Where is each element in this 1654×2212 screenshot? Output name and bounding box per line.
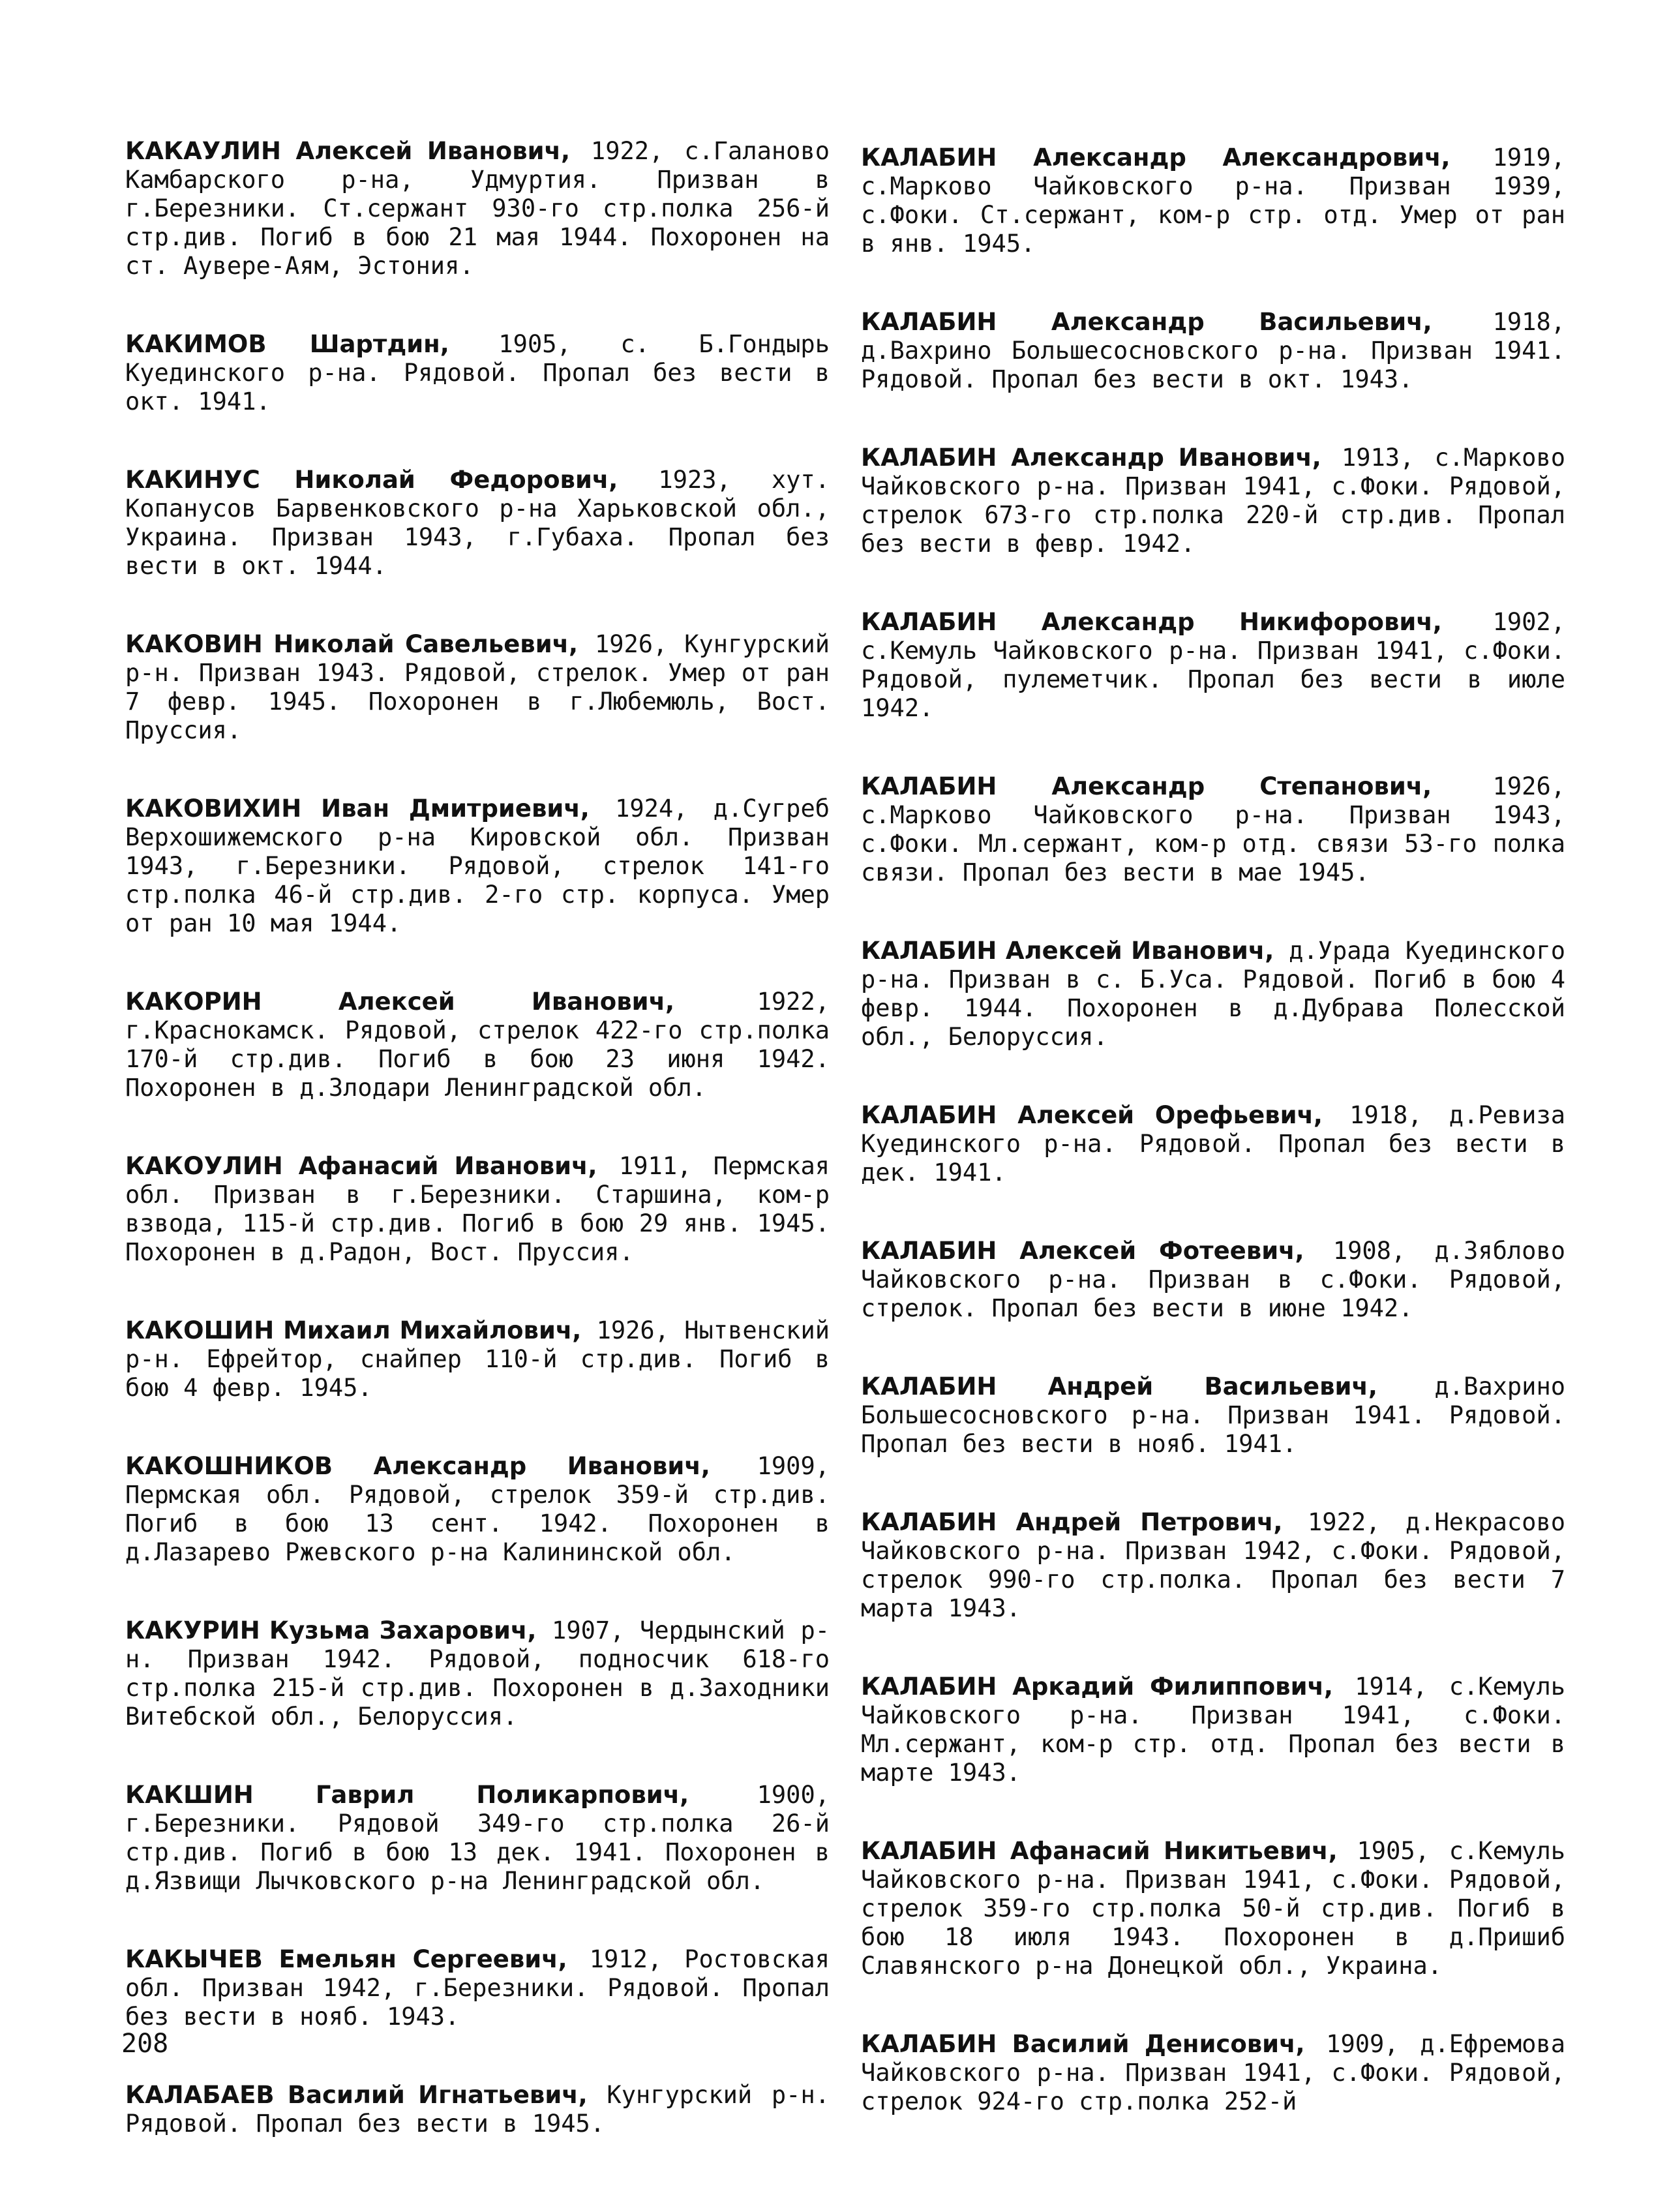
entry xyxy=(861,1508,1565,1623)
entry-name: КАЛАБАЕВ Василий Игнатьевич, xyxy=(125,2081,588,2109)
entry xyxy=(125,1945,830,2031)
entry xyxy=(861,772,1565,887)
entry-name: КАКУРИН Кузьма Захарович, xyxy=(125,1616,537,1644)
entry-text: д.Вахрино Большесосновского р-на. Призван 1941. Рядовой. Пропал без вести в нояб. 1941. xyxy=(861,1372,1565,1458)
entry-name: КАЛАБИН Александр Иванович, xyxy=(861,444,1321,472)
entry-name: КАКЫЧЕВ Емельян Сергеевич, xyxy=(125,1945,567,1973)
entry-name: КАКОШНИКОВ Александр Иванович, xyxy=(125,1452,710,1480)
entry-text: 1914, с.Кемуль Чайковского р-на. Призван 1941, с.Фоки. Мл.сержант, ком-р стр. отд. Пропал без вести в марте 1943. xyxy=(861,1673,1566,1787)
entry xyxy=(125,1616,830,1731)
entry-name: КАЛАБИН Андрей Петрович, xyxy=(861,1508,1283,1536)
entry-text: 1922, д.Некрасово Чайковского р-на. Призван 1942, с.Фоки. Рядовой, стрелок 990-го стр.полка. Пропал без вести 7 марта 1943. xyxy=(861,1508,1565,1622)
entry xyxy=(125,630,830,745)
entry xyxy=(861,2030,1565,2116)
entry xyxy=(125,330,830,416)
entry-text: 1902, с.Кемуль Чайковского р-на. Призван 1941, с.Фоки. Рядовой, пулеметчик. Пропал без вести в июле 1942. xyxy=(861,608,1565,722)
entry xyxy=(861,1101,1565,1187)
entry-name: КАЛАБИН Александр Александрович, xyxy=(861,144,1451,172)
entry-name: КАЛАБИН Алексей Орефьевич, xyxy=(861,1101,1323,1129)
entry xyxy=(861,1673,1565,1787)
entry-text: 1909, д.Ефремова Чайковского р-на. Призван 1941, с.Фоки. Рядовой, стрелок 924-го стр.полка 252-й xyxy=(861,2030,1565,2115)
entry xyxy=(125,2081,830,2138)
entry xyxy=(861,308,1565,394)
entry-name: КАЛАБИН Александр Васильевич, xyxy=(861,308,1432,336)
entry-name: КАКОУЛИН Афанасий Иванович, xyxy=(125,1152,597,1180)
entry-text: 1911, Пермская обл. Призван в г.Березники. Старшина, ком-р взвода, 115-й стр.див. Погиб в бою 29 янв. 1945. Похоронен в д.Радон, Вост. Пруссия. xyxy=(125,1152,830,1266)
entry xyxy=(125,795,830,938)
entry-text: Кунгурский р-н. Рядовой. Пропал без вести в 1945. xyxy=(125,2081,830,2138)
entry-name: КАКАУЛИН Алексей Иванович, xyxy=(125,137,571,165)
entry-text: 1913, с.Марково Чайковского р-на. Призван 1941, с.Фоки. Рядовой, стрелок 673-го стр.полка 220-й стр.див. Пропал без вести в февр. 1942. xyxy=(861,444,1565,558)
entry-name: КАЛАБИН Василий Денисович, xyxy=(861,2030,1305,2058)
entry-text: 1900, г.Березники. Рядовой 349-го стр.полка 26-й стр.див. Погиб в бою 13 дек. 1941. Похоронен в д.Язвищи Лычковского р-на Ленинградской обл. xyxy=(125,1781,830,1895)
entry-text: 1926, с.Марково Чайковского р-на. Призван 1943, с.Фоки. Мл.сержант, ком-р отд. связи 53-го полка связи. Пропал без вести в мае 1945. xyxy=(861,772,1565,886)
entry-name: КАЛАБИН Аркадий Филиппович, xyxy=(861,1673,1333,1701)
entry-text: 1923, хут. Копанусов Барвенковского р-на Харьковской обл., Украина. Призван 1943, г.Губаха. Пропал без вести в окт. 1944. xyxy=(125,466,830,580)
page-number: 208 xyxy=(121,2029,169,2059)
entry-name: КАЛАБИН Андрей Васильевич, xyxy=(861,1372,1377,1401)
entry-name: КАЛАБИН Афанасий Никитьевич, xyxy=(861,1837,1338,1865)
entry-text: 1926, Нытвенский р-н. Ефрейтор, снайпер 110-й стр.див. Погиб в бою 4 февр. 1945. xyxy=(125,1316,830,1402)
entry xyxy=(125,1781,830,1896)
entry xyxy=(125,466,830,581)
entry-text: 1918, д.Вахрино Большесосновского р-на. Призван 1941. Рядовой. Пропал без вести в окт. 1943. xyxy=(861,308,1565,393)
entry-name: КАКОРИН Алексей Иванович, xyxy=(125,988,675,1016)
entry-text: 1924, д.Сугреб Верхошижемского р-на Кировской обл. Призван 1943, г.Березники. Рядовой, стрелок 141-го стр.полка 46-й стр.див. 2-го стр. корпуса. Умер от ран 10 мая 1944. xyxy=(125,795,830,937)
entry xyxy=(861,1837,1565,1980)
entry-name: КАКОВИН Николай Савельевич, xyxy=(125,630,579,658)
entry xyxy=(861,1372,1565,1459)
entry xyxy=(861,144,1565,258)
entry-text: 1905, с.Кемуль Чайковского р-на. Призван 1941, с.Фоки. Рядовой, стрелок 359-го стр.полка 50-й стр.див. Погиб в бою 18 июля 1943. Похоронен в д.Пришиб Славянского р-на Донецкой обл., Украина. xyxy=(861,1837,1565,1980)
entry xyxy=(125,1316,830,1402)
entry-name: КАКОШИН Михаил Михайлович, xyxy=(125,1316,582,1344)
entry-name: КАЛАБИН Алексей Фотеевич, xyxy=(861,1237,1304,1265)
entry-text: 1905, с. Б.Гондырь Куединского р-на. Рядовой. Пропал без вести в окт. 1941. xyxy=(125,330,830,416)
entry xyxy=(861,1237,1565,1323)
entry-name: КАКИНУС Николай Федорович, xyxy=(125,466,618,494)
entry-text: 1919, с.Марково Чайковского р-на. Призван 1939, с.Фоки. Ст.сержант, ком-р стр. отд. Умер от ран в янв. 1945. xyxy=(861,144,1565,258)
entry xyxy=(125,137,830,280)
entry-name: КАКШИН Гаврил Поликарпович, xyxy=(125,1781,689,1809)
entry-text: 1918, д.Ревиза Куединского р-на. Рядовой. Пропал без вести в дек. 1941. xyxy=(861,1101,1565,1187)
entry-text: 1926, Кунгурский р-н. Призван 1943. Рядовой, стрелок. Умер от ран 7 февр. 1945. Похоронен в г.Любемюль, Вост. Пруссия. xyxy=(125,630,830,744)
entry-text: 1909, Пермская обл. Рядовой, стрелок 359-й стр.див. Погиб в бою 13 сент. 1942. Похоронен в д.Лазарево Ржевского р-на Калининской обл. xyxy=(125,1452,830,1566)
entry-text: 1922, с.Галаново Камбарского р-на, Удмуртия. Призван в г.Березники. Ст.сержант 930-го стр.полка 256-й стр.див. Погиб в бою 21 мая 1944. Похоронен на ст. Аувере-Аям, Эстония. xyxy=(125,137,830,280)
entry-name: КАЛАБИН Алексей Иванович, xyxy=(861,937,1274,965)
entry-name: КАЛАБИН Александр Никифорович, xyxy=(861,608,1442,636)
entry xyxy=(125,1452,830,1567)
right-column xyxy=(861,144,1565,2166)
entry-text: 1922, г.Краснокамск. Рядовой, стрелок 422-го стр.полка 170-й стр.див. Погиб в бою 23 июня 1942. Похоронен в д.Злодари Ленинградской обл. xyxy=(125,988,830,1102)
entry-name: КАЛАБИН Александр Степанович, xyxy=(861,772,1432,800)
entry-text: 1907, Чердынский р-н. Призван 1942. Рядовой, подносчик 618-го стр.полка 215-й стр.див. Похоронен в д.Заходники Витебской обл., Белоруссия. xyxy=(125,1616,830,1731)
entry xyxy=(861,444,1565,558)
entry-name: КАКИМОВ Шартдин, xyxy=(125,330,449,358)
entry xyxy=(861,608,1565,723)
entry xyxy=(125,988,830,1102)
entry-text: 1908, д.Зяблово Чайковского р-на. Призван в с.Фоки. Рядовой, стрелок. Пропал без вести в июне 1942. xyxy=(861,1237,1565,1322)
entry xyxy=(125,1152,830,1267)
entry xyxy=(861,937,1565,1052)
entry-text: 1912, Ростовская обл. Призван 1942, г.Березники. Рядовой. Пропал без вести в нояб. 1943. xyxy=(125,1945,830,2031)
entry-text: д.Урада Куединского р-на. Призван в с. Б.Уса. Рядовой. Погиб в бою 4 февр. 1944. Похоронен в д.Дубрава Полесской обл., Белоруссия. xyxy=(861,937,1565,1051)
left-column xyxy=(125,137,830,2188)
entry-name: КАКОВИХИН Иван Дмитриевич, xyxy=(125,795,590,823)
